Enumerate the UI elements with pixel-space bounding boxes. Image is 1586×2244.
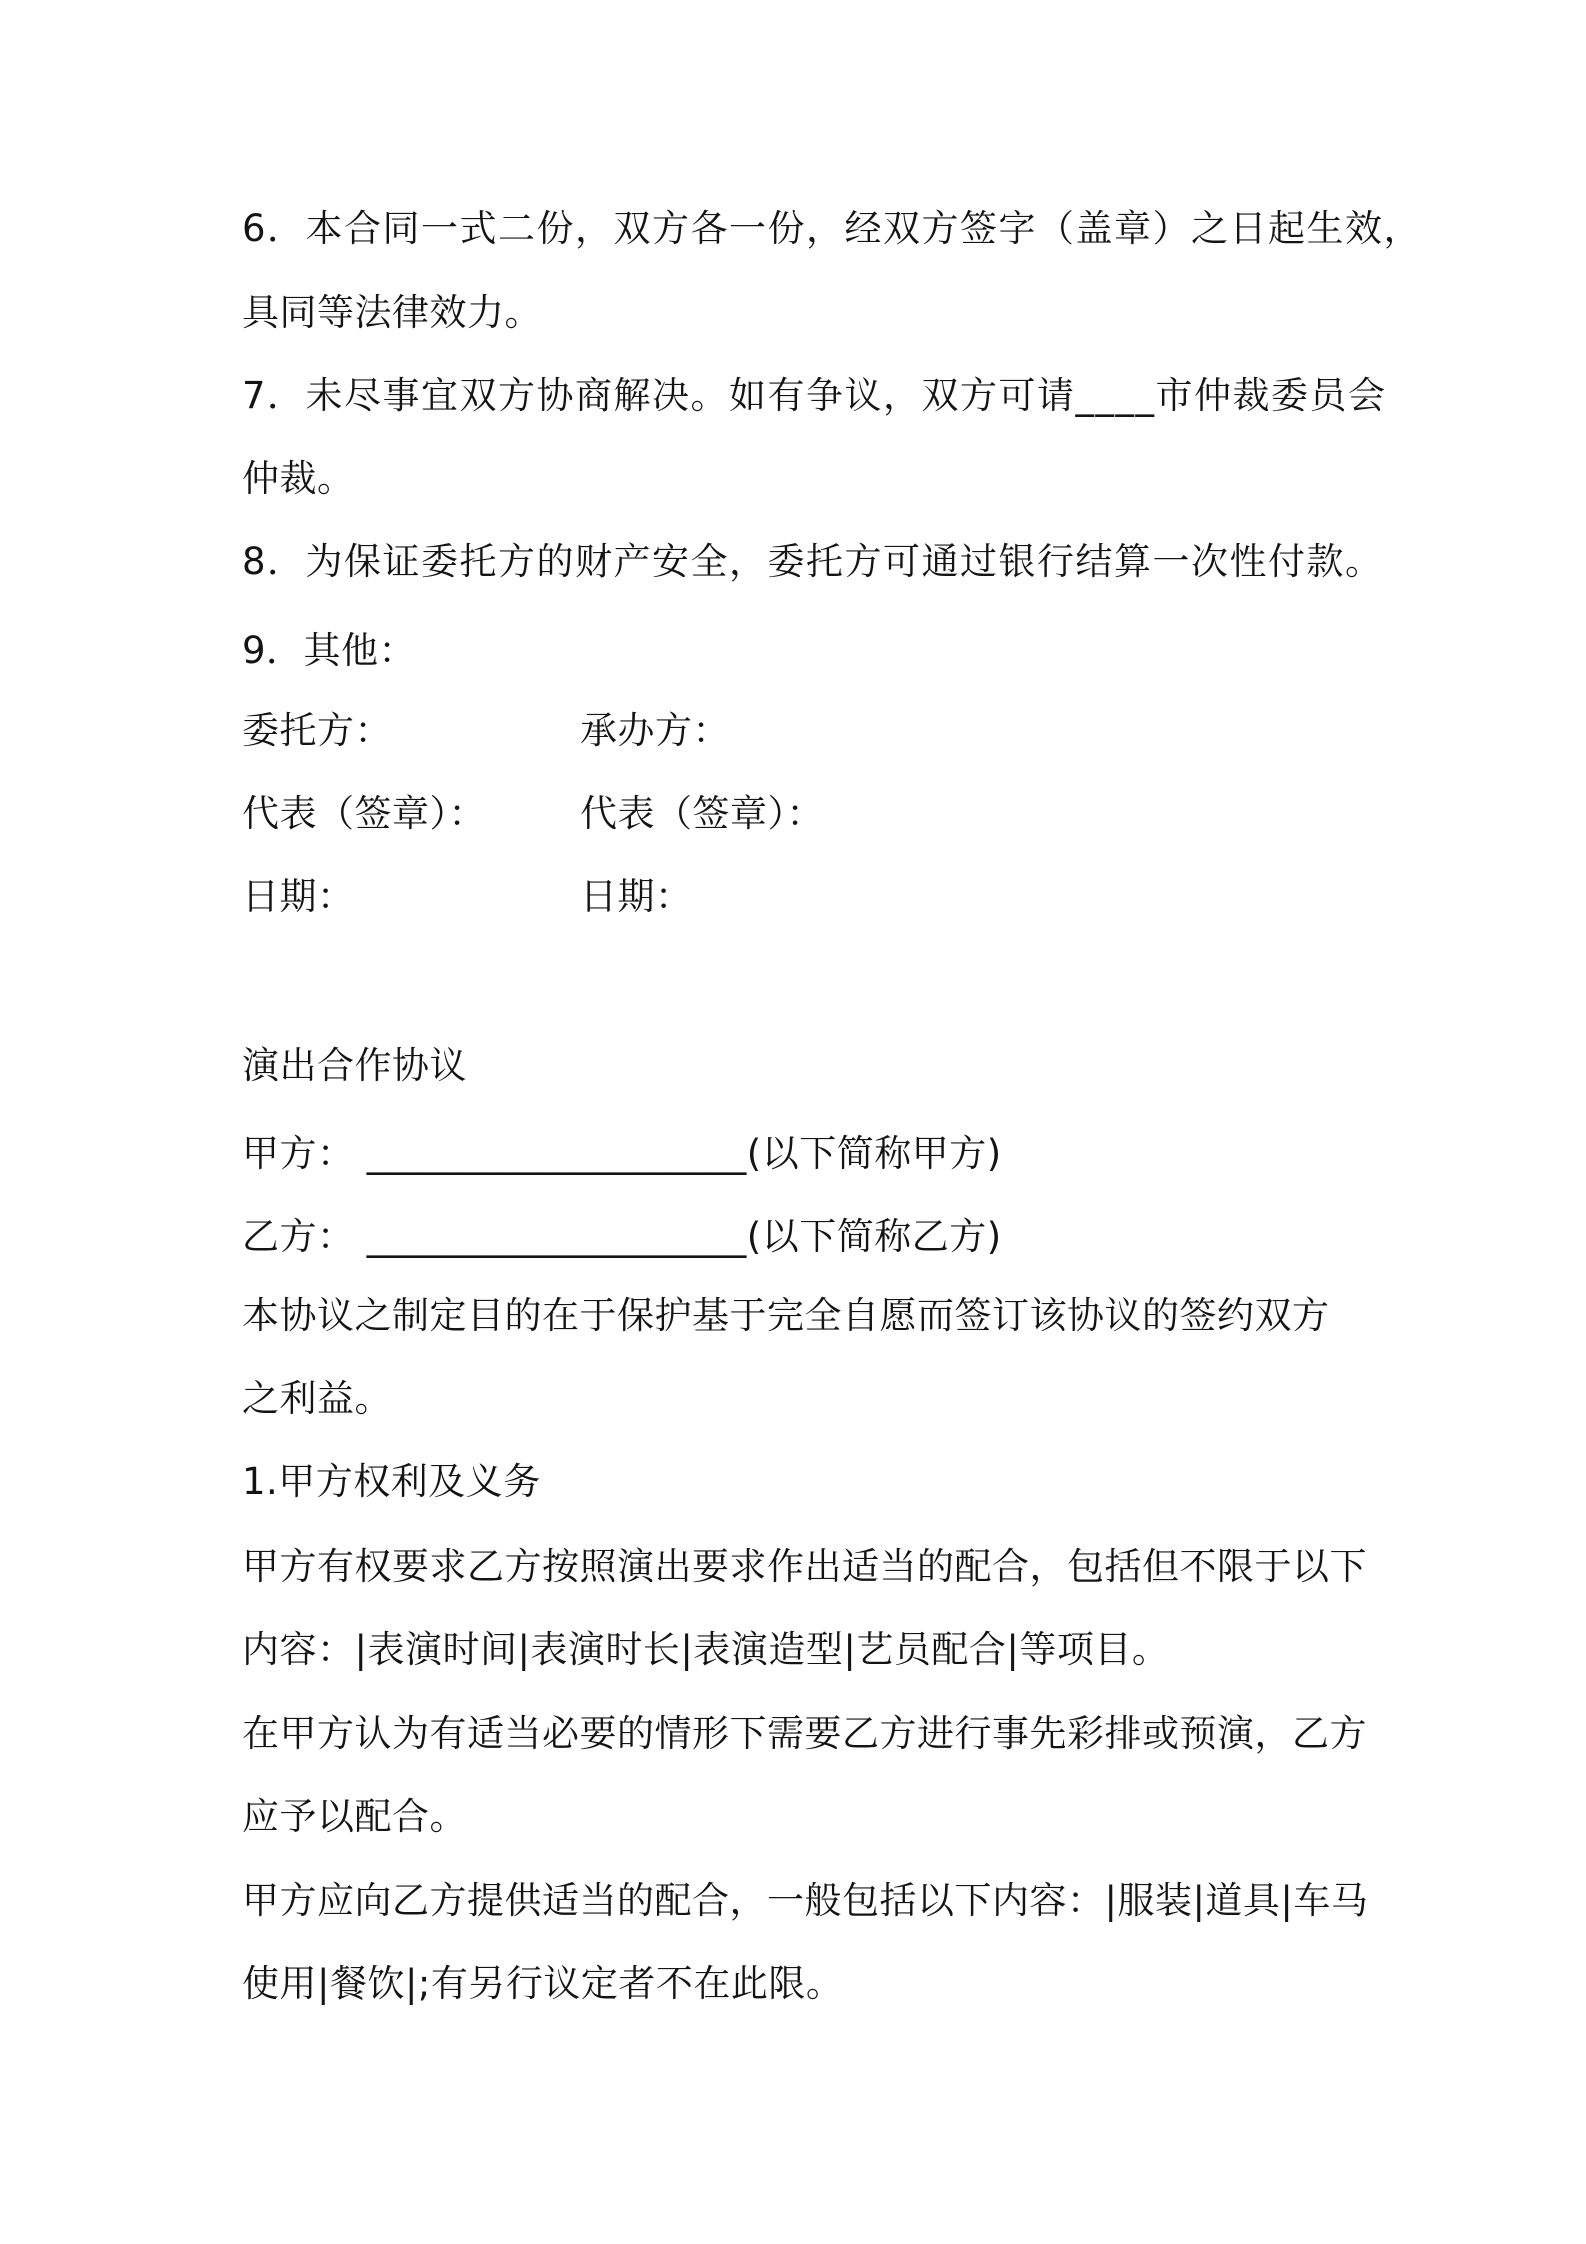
clause-7-line-1: 7．未尽事宜双方协商解决。如有争议，双方可请____市仲裁委员会 — [242, 374, 1387, 417]
rep-a-label: 代表（签章）： — [242, 792, 486, 835]
party-yi-line: 乙方： ____________________(以下简称乙方) — [242, 1215, 1002, 1258]
signature-row-party — [242, 705, 730, 757]
para-3-line-1: 甲方应向乙方提供适当的配合，一般包括以下内容：|服装|道具|车马 — [242, 1879, 1369, 1922]
date-a-label: 日期： — [242, 875, 355, 918]
section-1-heading: 1.甲方权利及义务 — [242, 1460, 541, 1503]
signature-row-rep — [242, 788, 824, 840]
purpose-line-1: 本协议之制定目的在于保护基于完全自愿而签订该协议的签约双方 — [242, 1294, 1330, 1337]
party-b-label: 承办方： — [580, 709, 730, 752]
purpose-line-2: 之利益。 — [242, 1377, 392, 1420]
para-2-line-1: 在甲方认为有适当必要的情形下需要乙方进行事先彩排或预演，乙方 — [242, 1712, 1367, 1755]
clause-9: 9．其他： — [242, 629, 417, 672]
agreement-title: 演出合作协议 — [242, 1044, 467, 1087]
clause-6-line-2: 具同等法律效力。 — [242, 291, 542, 334]
para-3-line-2: 使用|餐饮|;有另行议定者不在此限。 — [242, 1962, 844, 2005]
signature-row-date — [242, 871, 693, 923]
para-1-line-1: 甲方有权要求乙方按照演出要求作出适当的配合，包括但不限于以下 — [242, 1545, 1367, 1588]
clause-6-line-1: 6．本合同一式二份，双方各一份，经双方签字（盖章）之日起生效， — [242, 207, 1423, 250]
para-1-line-2: 内容：|表演时间|表演时长|表演造型|艺员配合|等项目。 — [242, 1628, 1170, 1671]
rep-b-label: 代表（签章）： — [580, 792, 824, 835]
party-jia-line: 甲方： ____________________(以下简称甲方) — [242, 1132, 1002, 1175]
date-b-label: 日期： — [580, 875, 693, 918]
para-2-line-2: 应予以配合。 — [242, 1795, 467, 1838]
clause-7-line-2: 仲裁。 — [242, 457, 355, 500]
clause-8: 8．为保证委托方的财产安全，委托方可通过银行结算一次性付款。 — [242, 540, 1384, 583]
party-a-label: 委托方： — [242, 709, 392, 752]
